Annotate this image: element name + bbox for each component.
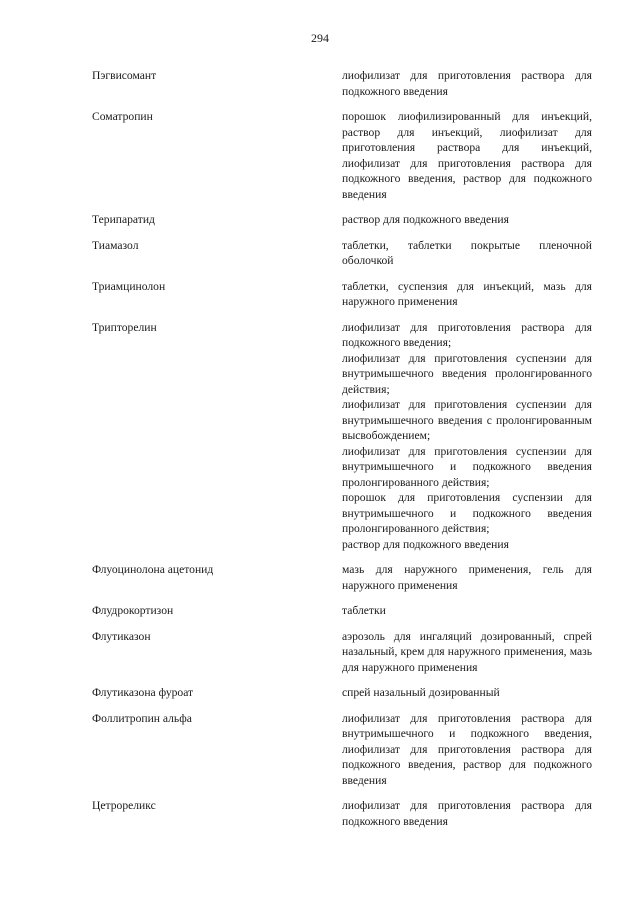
dosage-forms (342, 212, 592, 228)
table-row (92, 603, 592, 619)
table-row (92, 68, 592, 99)
dosage-form: лиофилизат для приготовления суспензии для внутримышечного и подкожного введения пролонгированного действия; (342, 444, 592, 489)
dosage-form: спрей назальный дозированный (342, 686, 500, 699)
table-row (92, 798, 592, 829)
table-row (92, 212, 592, 228)
dosage-form: аэрозоль для ингаляций дозированный, спрей назальный, крем для наружного применения, мазь для наружного применения (342, 629, 592, 674)
dosage-form: раствор для подкожного введения (342, 537, 509, 551)
dosage-forms (342, 711, 592, 789)
table-row (92, 711, 592, 789)
dosage-forms (342, 68, 592, 99)
drug-name: Флуоцинолона ацетонид (92, 563, 214, 576)
dosage-form: лиофилизат для приготовления суспензии для внутримышечного введения с пролонгированным высвобождением; (342, 398, 592, 442)
dosage-forms (342, 279, 592, 310)
dosage-forms (342, 685, 592, 701)
drug-name: Трипторелин (92, 320, 157, 334)
drug-name: Цетрореликс (92, 799, 156, 812)
dosage-form: лиофилизат для приготовления раствора для подкожного введения (342, 799, 592, 828)
dosage-form: таблетки, таблетки покрытые пленочной оболочкой (342, 238, 592, 267)
dosage-forms (342, 109, 592, 202)
drug-name: Флудрокортизон (92, 604, 174, 617)
table-row (92, 629, 592, 676)
dosage-form: порошок лиофилизированный для инъекций, раствор для инъекций, лиофилизат для приготовления раствора для инъекций, лиофилизат для приготовления раствора для подкожного введения, раствор для подкожного введения (342, 110, 592, 201)
dosage-form: лиофилизат для приготовления раствора для подкожного введения; (342, 320, 592, 349)
table-row (92, 685, 592, 701)
table-row (92, 320, 592, 553)
dosage-form: таблетки (342, 604, 386, 617)
dosage-form: таблетки, суспензия для инъекций, мазь для наружного применения (342, 279, 592, 308)
dosage-form: раствор для подкожного введения (342, 213, 509, 226)
drug-table (92, 68, 592, 839)
dosage-forms (342, 562, 592, 593)
dosage-forms (342, 629, 592, 676)
table-row (92, 562, 592, 593)
dosage-form: лиофилизат для приготовления раствора для подкожного введения (342, 69, 592, 98)
drug-name: Соматропин (92, 110, 153, 123)
table-row (92, 279, 592, 310)
drug-name: Триамцинолон (92, 279, 166, 293)
drug-name: Флутиказон (92, 629, 151, 643)
dosage-form: мазь для наружного применения, гель для наружного применения (342, 563, 592, 592)
drug-name: Тиамазол (92, 238, 139, 252)
dosage-form: лиофилизат для приготовления суспензии для внутримышечного введения пролонгированного действия; (342, 351, 592, 396)
table-row (92, 109, 592, 202)
dosage-forms (342, 603, 592, 619)
dosage-form: порошок для приготовления суспензии для внутримышечного и подкожного введения пролонгированного действия; (342, 491, 592, 535)
dosage-form: лиофилизат для приготовления раствора для внутримышечного и подкожного введения, лиофилизат для приготовления раствора для подкожного введения, раствор для подкожного введения (342, 711, 592, 787)
drug-name: Фоллитропин альфа (92, 711, 192, 725)
dosage-forms (342, 238, 592, 269)
drug-name: Пэгвисомант (92, 69, 157, 82)
dosage-forms (342, 320, 592, 553)
table-row (92, 238, 592, 269)
dosage-forms (342, 798, 592, 829)
page-number: 294 (311, 31, 329, 45)
drug-name: Флутиказона фуроат (92, 686, 194, 699)
drug-name: Терипаратид (92, 213, 155, 226)
